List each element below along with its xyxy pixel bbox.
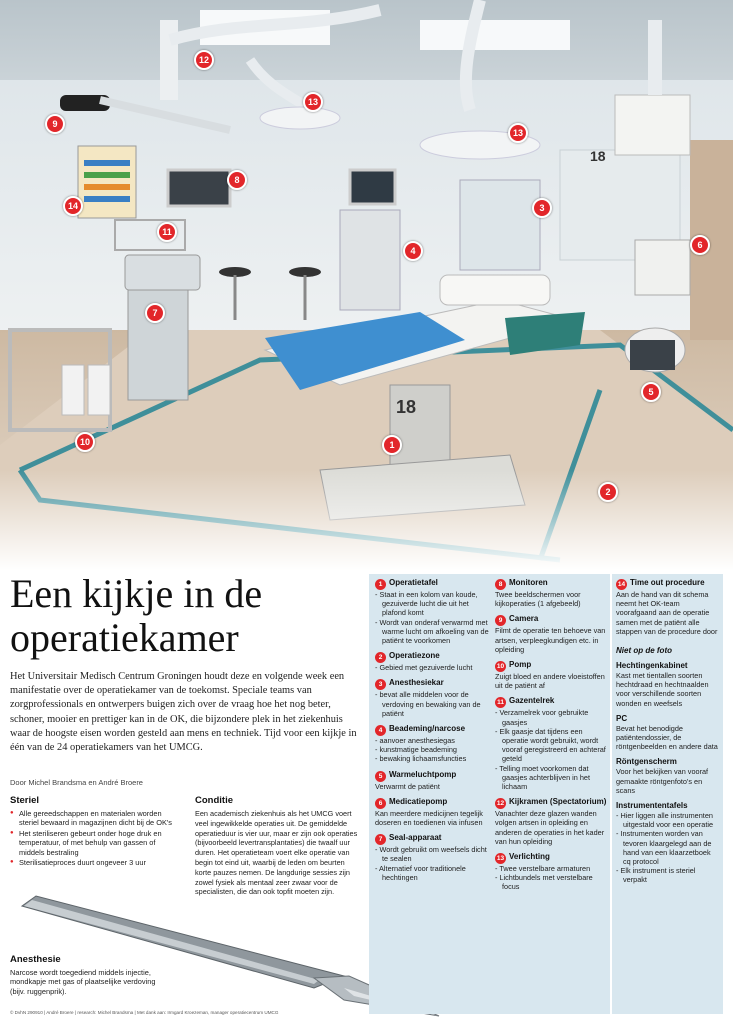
steriel-title: Steriel [10, 795, 40, 806]
headline: Een kijkje in de operatiekamer [10, 571, 263, 660]
conditie-title: Conditie [195, 795, 233, 806]
steriel-item: ● Alle gereedschappen en materialen worden steriel bewaard in magazijnen dicht bij de OK's [19, 809, 182, 828]
marker-7: 7 [145, 303, 165, 323]
marker-13b: 13 [508, 123, 528, 143]
marker-13a: 13 [303, 92, 323, 112]
intro-paragraph: Het Universitair Medisch Centrum Groningen houdt deze en volgende week een manifestatie over de operatiekamer van de toekomst. Speciale teams van zorgprofessionals en ontwerpers buigen zich over de vraag hoe het nog beter, schoner, mooier en prettiger kan in de OK, die bijzondere plek in het ziekenhuis waar de hoogste eisen worden gesteld aan mens en techniek. Tijd voor een kijkje in één van de 24 operatiekamers van het UMCG. [10, 671, 357, 754]
marker-14: 14 [63, 196, 83, 216]
steriel-item: ● Het steriliseren gebeurt onder hoge druk en temperatuur, of met behulp van gassen of middels bestraling [19, 829, 182, 857]
legend-item-5: 5 Warmeluchtpomp Verwarmt de patiënt [375, 769, 457, 791]
legend-item-7: 7 Seal-apparaat - Wordt gebruikt om weefsels dicht te sealen - Alternatief voor traditionele hechtingen [375, 833, 487, 882]
legend-item-10: 10 Pomp Zuigt bloed en andere vloeistoffen uit de patiënt af [495, 660, 605, 691]
legend-item-8: 8 Monitoren Twee beeldschermen voor kijkoperaties (1 afgebeeld) [495, 578, 581, 609]
marker-11: 11 [157, 222, 177, 242]
anesthesie-text: Narcose wordt toegediend middels injectie, mondkapje met gas of plaatselijke verdoving (bijv. ruggenprik). [10, 968, 156, 996]
marker-12: 12 [194, 50, 214, 70]
marker-4: 4 [403, 241, 423, 261]
marker-1: 1 [382, 435, 402, 455]
table-room-number: 18 [396, 397, 417, 417]
legend-item-pc: PC Bevat het benodigde patiëntendossier, de röntgenbeelden en andere data [616, 713, 718, 752]
marker-3: 3 [532, 198, 552, 218]
legend-item-13: 13 Verlichting - Twee verstelbare armaturen - Lichtbundels met verstelbare focus [495, 852, 593, 892]
steriel-item: ● Sterilisatieproces duurt ongeveer 3 uur [19, 858, 182, 867]
legend-item-11: 11 Gazentelrek - Verzamelrek voor gebruikte gaasjes - Elk gaasje dat tijdens een operatie wordt gebruikt, wordt vooraf geregistreerd en achteraf geteld - Telling moet voorkomen dat gaasjes achterblijven in het lichaam [495, 696, 606, 792]
anesthesie-title: Anesthesie [10, 954, 61, 965]
byline: Door Michel Brandsma en André Broere [10, 778, 143, 787]
marker-10: 10 [75, 432, 95, 452]
legend-item-9: 9 Camera Filmt de operatie ten behoeve van artsen, verpleegkundigen etc. in opleiding [495, 614, 606, 654]
legend-item-14: 14 Time out procedure Aan de hand van dit schema neemt het OK-team voorafgaand aan de operatie samen met de patiënt alle stappen van de procedure door [616, 578, 718, 636]
marker-2: 2 [598, 482, 618, 502]
legend-item-4: 4 Beademing/narcose - aanvoer anesthesiegas - kunstmatige beademing - bewaking lichaamsfuncties [375, 724, 467, 764]
not-in-photo-heading: Niet op de foto [616, 646, 672, 656]
legend-item-instrumententafels: Instrumententafels - Hier liggen alle instrumenten uitgestald voor een operatie - Instrumenten worden van tevoren klaargelegd aan de hand van een klaarzetboek cq protocol - Elk instrument is steriel verpakt [616, 801, 714, 885]
legend-item-1: 1 Operatietafel - Staat in een kolom van koude, gezuiverde lucht die uit het plafond komt - Wordt van onderaf verwarmd met warme lucht om afkoeling van de patiënt te voorkomen [375, 578, 489, 646]
light-room-number: 18 [590, 148, 606, 164]
legend-item-12: 12 Kijkramen (Spectatorium) Vanachter deze glazen wanden volgen artsen in opleiding en anderen de operaties in het kader van hun opleiding [495, 797, 607, 846]
marker-5: 5 [641, 382, 661, 402]
steriel-section [10, 795, 182, 868]
marker-6: 6 [690, 235, 710, 255]
marker-9: 9 [45, 114, 65, 134]
legend-column-3 [616, 578, 720, 891]
legend-item-rontgenscherm: Röntgenscherm Voor het bekijken van vooraf gemaakte röntgenfoto's en scans [616, 757, 709, 795]
credits-footer: © DvhN 290910 | André Broere | research: Michel Brandsma | Met dank aan: Irmgard Kroezeman, manager operatiecentrum UMCG [10, 1010, 279, 1015]
conditie-text: Een academisch ziekenhuis als het UMCG voert veel ingewikkelde operaties uit. De gemiddelde operatieduur is vier uur, maar er zijn ook operaties (bijvoorbeeld levertransplantaties) die twaalf uur duren. Het operatieteam voert elke operatie van begin tot eind uit, waarbij de leden om beurten korte pauzes nemen. De langdurige sessies zijn zowel fysiek als mentaal zeer zwaar voor de specialisten, die dan ook topfit moeten zijn. [195, 809, 358, 897]
marker-8: 8 [227, 170, 247, 190]
anesthesie-section [10, 954, 170, 996]
legend-item-6: 6 Medicatiepomp Kan meerdere medicijnen tegelijk doseren en toedienen via infusen [375, 796, 483, 828]
legend-item-2: 2 Operatiezone - Gebied met gezuiverde lucht [375, 651, 473, 673]
legend-column-2 [495, 578, 607, 898]
legend-item-3: 3 Anesthesiekar - bevat alle middelen voor de verdoving en bewaking van de patiënt [375, 678, 481, 718]
legend-item-hechtingenkabinet: Hechtingenkabinet Kast met tientallen soorten hechtdraad en hechtnaalden voor verschillende soorten wonden en weefsels [616, 661, 709, 708]
legend-column-1 [375, 578, 490, 888]
conditie-section [195, 795, 360, 897]
steriel-list [10, 809, 182, 867]
